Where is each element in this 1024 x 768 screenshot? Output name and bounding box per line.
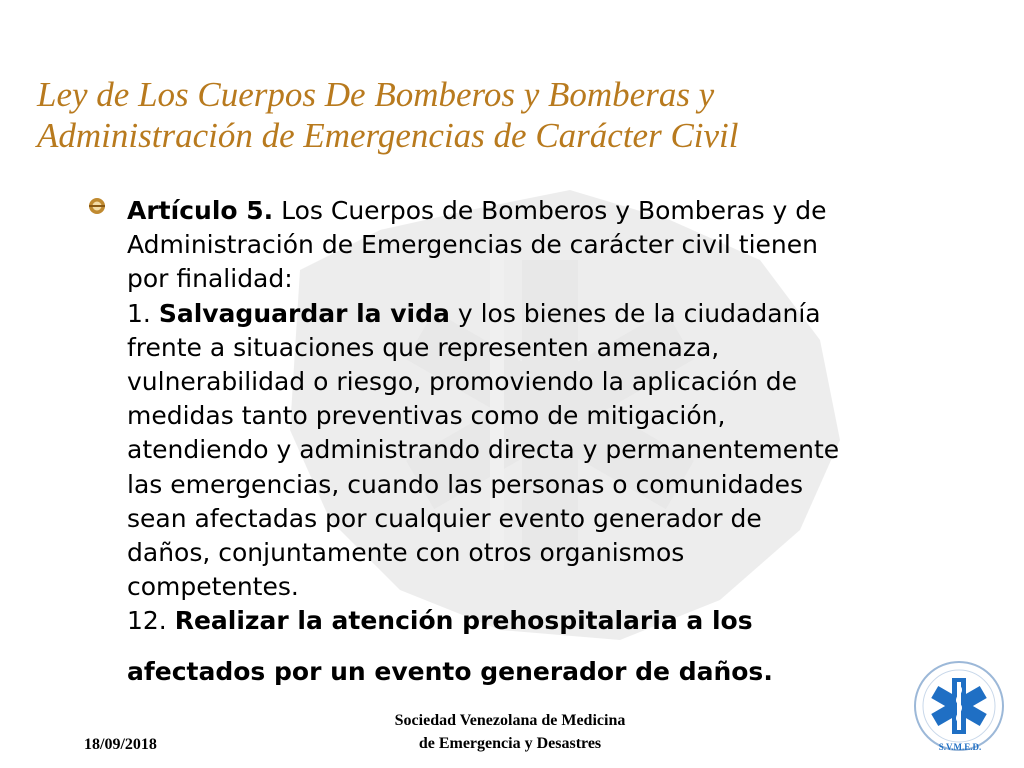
- slide-title: [37, 74, 997, 156]
- body-line-7: medidas tanto preventivas como de mitigación,: [127, 401, 726, 431]
- article-body: [127, 194, 967, 689]
- body-line-3: por finalidad:: [127, 264, 293, 294]
- footer-org-line-1: Sociedad Venezolana de Medicina: [394, 712, 626, 729]
- footer-organization: [310, 709, 710, 755]
- footer-org-line-2: de Emergencia y Desastres: [418, 735, 602, 752]
- body-line-11: daños, conjuntamente con otros organismos: [127, 538, 685, 568]
- body-line-10: sean afectadas por cualquier evento generador de: [127, 503, 762, 533]
- body-line-12: competentes.: [127, 572, 299, 602]
- title-line-1: Ley de Los Cuerpos De Bomberos y Bomberas y: [37, 75, 715, 114]
- logo-label: S.V.M.E.D.: [938, 742, 982, 752]
- body-line-5: frente a situaciones que representen amenaza,: [127, 332, 720, 362]
- item-12: 12. Realizar la atención prehospitalaria a los: [127, 606, 753, 636]
- item-1: 1. Salvaguardar la vida y los bienes de la ciudadanía: [127, 298, 821, 328]
- footer-date: 18/09/2018: [84, 736, 157, 753]
- body-line-9: las emergencias, cuando las personas o comunidades: [127, 469, 804, 499]
- title-line-2: Administración de Emergencias de Carácter Civil: [37, 116, 739, 155]
- bullet-icon: [88, 197, 106, 215]
- article-label: Artículo 5.: [127, 196, 274, 225]
- item-1-emphasis: Salvaguardar la vida: [158, 298, 450, 328]
- body-line-1: Artículo 5. Los Cuerpos de Bomberos y Bomberas y de: [127, 196, 827, 225]
- item-12-continued: afectados por un evento generador de daños.: [127, 656, 773, 686]
- body-line-8: atendiendo y administrando directa y permanentemente: [127, 435, 840, 465]
- body-line-6: vulnerabilidad o riesgo, promoviendo la aplicación de: [127, 367, 798, 397]
- item-12-emphasis: Realizar la atención prehospitalaria a los: [174, 606, 753, 636]
- body-line-2: Administración de Emergencias de carácter civil tienen: [127, 230, 819, 260]
